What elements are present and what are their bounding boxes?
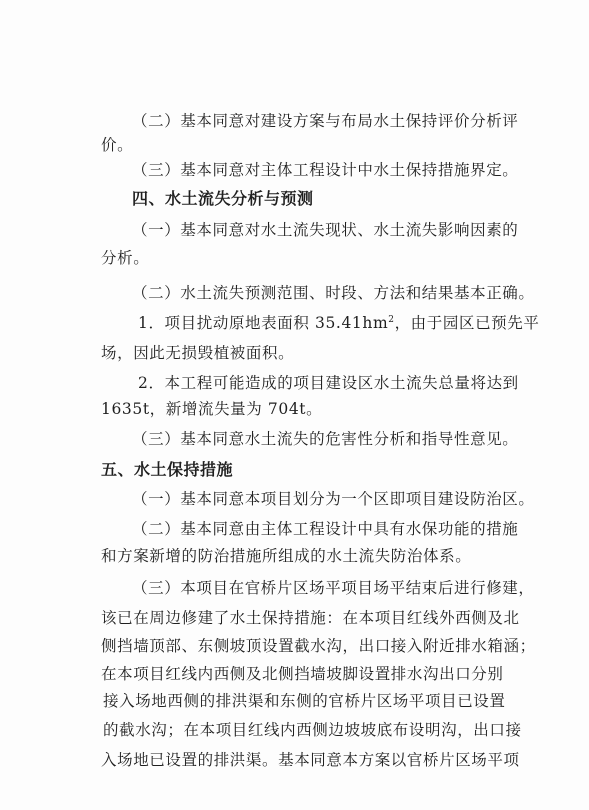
item-1-text-continued: ，由于园区已预先平 bbox=[394, 314, 540, 332]
section-5-paragraph-2-line-2: 和方案新增的防治措施所组成的水土流失防治体系。 bbox=[101, 547, 472, 565]
section-4-paragraph-1-line-2: 分析。 bbox=[101, 249, 150, 267]
section-5-paragraph-3-line-5: 接入场地西侧的排洪渠和东侧的官桥片区场平项目已设置 bbox=[103, 692, 506, 710]
section-4-title: 四、水土流失分析与预测 bbox=[132, 189, 314, 208]
item-1-text: 1．项目扰动原地表面积 35.41hm bbox=[138, 314, 389, 332]
paragraph-2-2-line-1: （二）基本同意对建设方案与布局水土保持评价分析评 bbox=[132, 112, 519, 130]
section-5-paragraph-3-line-3: 侧挡墙顶部、东侧坡顶设置截水沟，出口接入附近排水箱涵； bbox=[101, 637, 536, 655]
section-4-item-1-line-2: 场，因此无损毁植被面积。 bbox=[101, 344, 295, 362]
section-4-item-2-line-1: 2．本工程可能造成的项目建设区水土流失总量将达到 bbox=[138, 374, 519, 392]
section-5-paragraph-1: （一）基本同意本项目划分为一个区即项目建设防治区。 bbox=[132, 490, 535, 508]
section-4-paragraph-2: （二）水土流失预测范围、时段、方法和结果基本正确。 bbox=[132, 284, 535, 302]
section-4-item-2-line-2: 1635t，新增流失量为 704t。 bbox=[101, 400, 323, 418]
section-4-paragraph-3: （三）基本同意水土流失的危害性分析和指导性意见。 bbox=[132, 430, 519, 448]
section-5-paragraph-2-line-1: （二）基本同意由主体工程设计中具有水保功能的措施 bbox=[132, 520, 519, 538]
paragraph-2-3: （三）基本同意对主体工程设计中水土保持措施界定。 bbox=[132, 161, 519, 179]
section-5-paragraph-3-line-6: 的截水沟；在本项目红线内西侧边坡坡底布设明沟，出口接 bbox=[103, 721, 522, 739]
section-4-item-1-line-1 bbox=[138, 313, 539, 333]
paragraph-2-2-line-2: 价。 bbox=[101, 136, 134, 154]
section-4-paragraph-1-line-1: （一）基本同意对水土流失现状、水土流失影响因素的 bbox=[132, 221, 519, 239]
area-unit-superscript: 2 bbox=[388, 314, 395, 325]
section-5-paragraph-3-line-4: 在本项目红线内西侧及北侧挡墙坡脚设置排水沟出口分别 bbox=[101, 665, 504, 683]
section-5-paragraph-3-line-2: 该已在周边修建了水土保持措施：在本项目红线外西侧及北 bbox=[101, 609, 520, 627]
section-5-paragraph-3-line-7: 入场地已设置的排洪渠。基本同意本方案以官桥片区场平项 bbox=[101, 751, 520, 769]
section-5-title: 五、水土保持措施 bbox=[101, 460, 234, 479]
section-5-paragraph-3-line-1: （三）本项目在官桥片区场平项目场平结束后进行修建， bbox=[132, 579, 535, 597]
